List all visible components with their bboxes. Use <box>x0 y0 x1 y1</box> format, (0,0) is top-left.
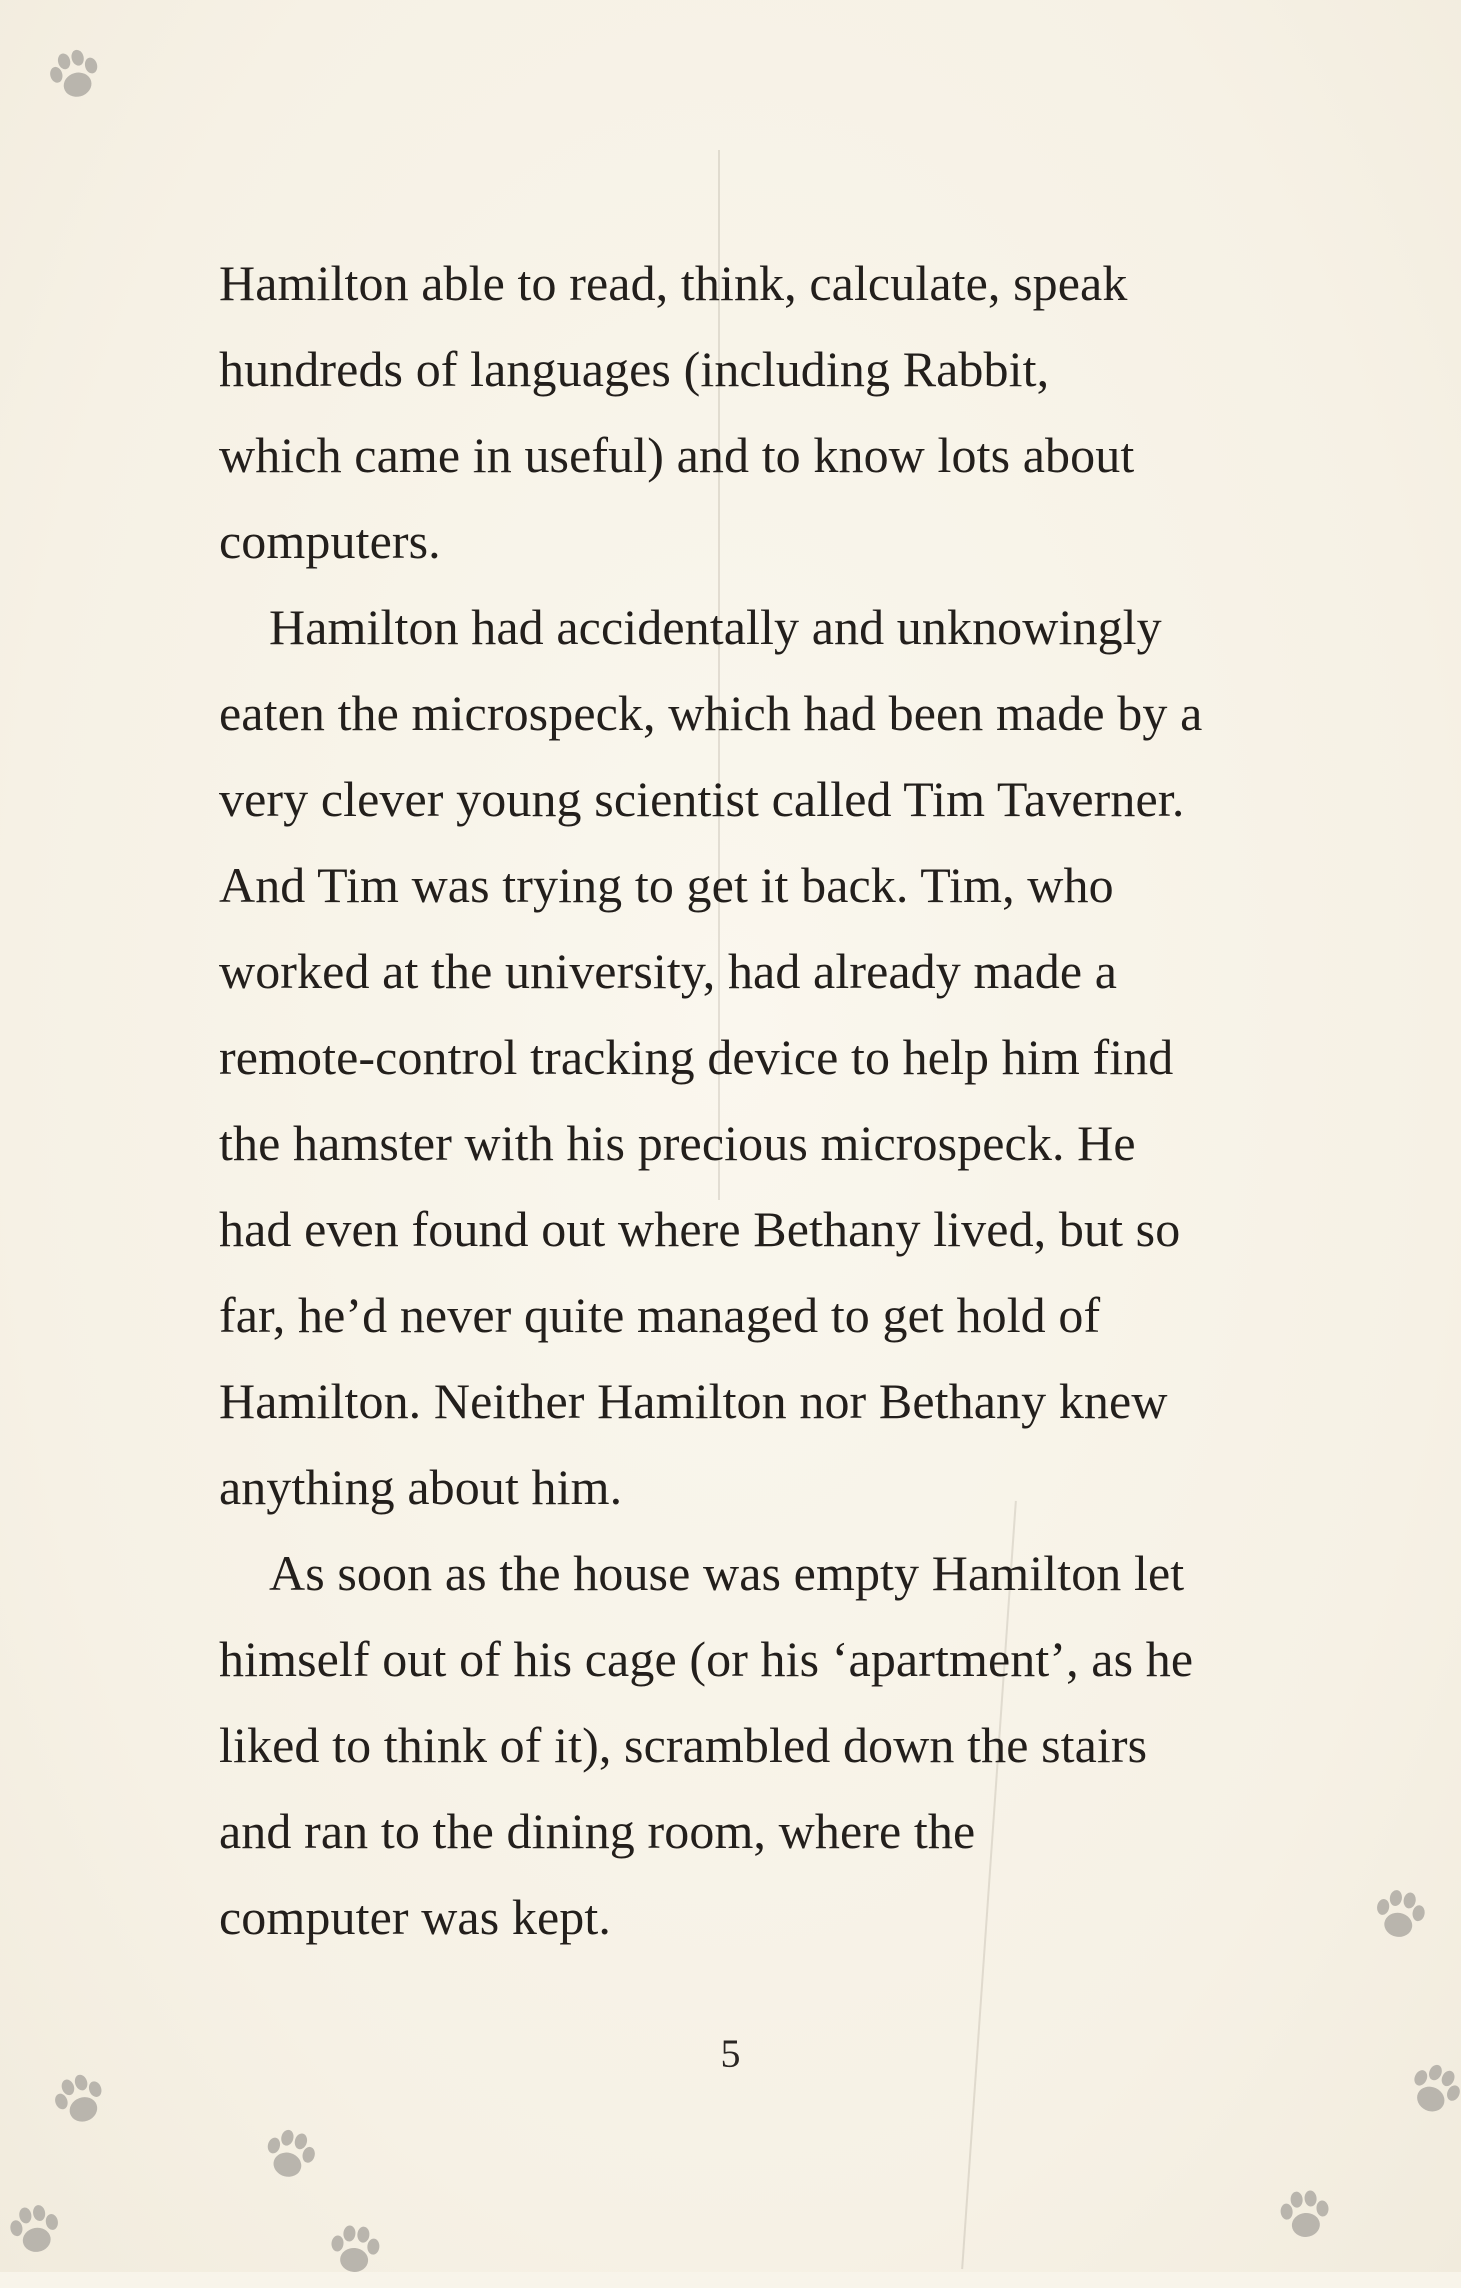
text-line: had even found out where Bethany lived, but so <box>219 1201 1181 1257</box>
paw-print-icon <box>317 2212 393 2288</box>
text-line: remote-control tracking device to help him find <box>219 1029 1174 1085</box>
page-number: 5 <box>720 2031 741 2076</box>
text-line: Hamilton had accidentally and unknowingly <box>269 599 1162 655</box>
text-line: and ran to the dining room, where the <box>219 1803 976 1859</box>
text-line: anything about him. <box>219 1459 623 1515</box>
paw-print-icon <box>247 2112 333 2198</box>
text-line: hundreds of languages (including Rabbit, <box>219 341 1050 397</box>
text-line: computer was kept. <box>219 1889 611 1945</box>
text-line: himself out of his cage (or his ‘apartment’, as he <box>219 1631 1194 1687</box>
text-line: liked to think of it), scrambled down the stairs <box>219 1717 1148 1773</box>
body-text <box>219 240 1279 1960</box>
paw-print-icon <box>1359 1874 1440 1955</box>
paragraph-1 <box>219 240 1279 584</box>
text-line: far, he’d never quite managed to get hold of <box>219 1287 1101 1343</box>
text-line: Hamilton able to read, think, calculate, speak <box>219 255 1128 311</box>
text-line: As soon as the house was empty Hamilton let <box>269 1545 1185 1601</box>
text-line: worked at the university, had already made a <box>219 943 1118 999</box>
text-line: very clever young scientist called Tim Taverner. <box>219 771 1185 827</box>
paw-print-icon <box>0 2189 76 2270</box>
text-line: And Tim was trying to get it back. Tim, who <box>219 857 1114 913</box>
paw-print-icon <box>32 32 118 118</box>
text-line: which came in useful) and to know lots about <box>219 427 1135 483</box>
text-line: Hamilton. Neither Hamilton nor Bethany knew <box>219 1373 1168 1429</box>
text-line: eaten the microspeck, which had been made by a <box>219 685 1203 741</box>
text-line: computers. <box>219 513 441 569</box>
paragraph-2 <box>219 584 1279 1530</box>
paw-print-icon <box>1267 2177 1343 2253</box>
paragraph-3 <box>219 1530 1279 1960</box>
text-line: the hamster with his precious microspeck. He <box>219 1115 1136 1171</box>
